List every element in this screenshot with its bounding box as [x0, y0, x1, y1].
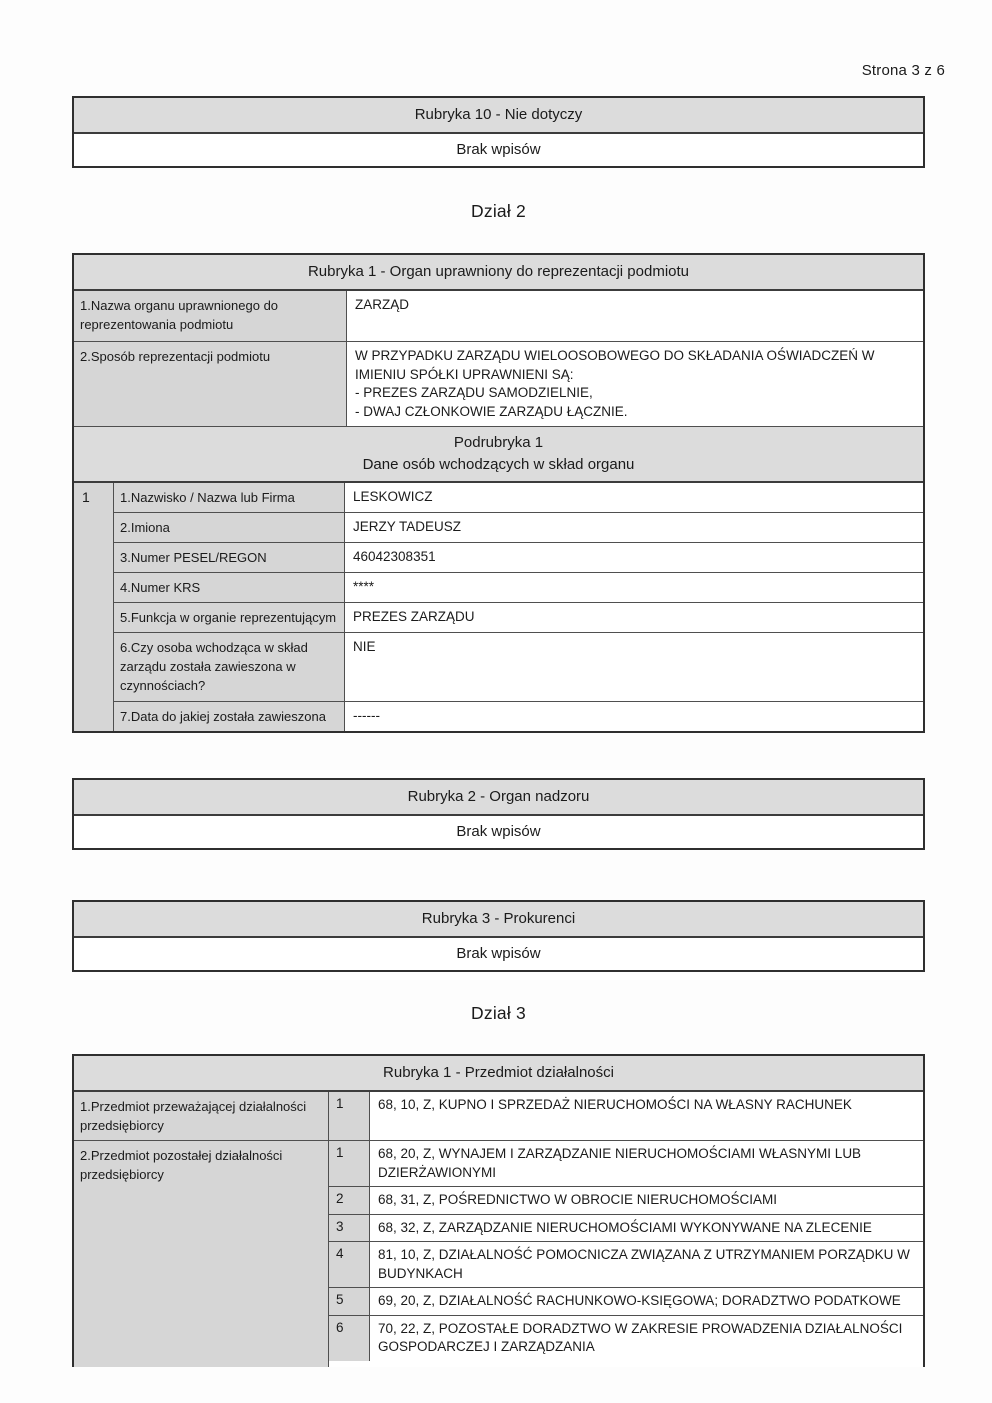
- rubryka3-title: Rubryka 3 - Prokurenci: [74, 902, 923, 938]
- podrubryka1-header: [74, 426, 923, 483]
- table-row: [114, 701, 923, 731]
- table-row: [114, 632, 923, 701]
- table-row: [74, 291, 923, 341]
- activity-value: 81, 10, Z, DZIAŁALNOŚĆ POMOCNICZA ZWIĄZANA Z UTRZYMANIEM PORZĄDKU W BUDYNKACH: [370, 1242, 923, 1287]
- dzial2-rubryka1-title: Rubryka 1 - Organ uprawniony do reprezentacji podmiotu: [74, 255, 923, 291]
- dzial2-heading: Dział 2: [471, 201, 526, 221]
- rubryka2-title: Rubryka 2 - Organ nadzoru: [74, 780, 923, 816]
- group-items: [329, 1092, 923, 1140]
- table-row: [114, 483, 923, 512]
- activity-index: 5: [329, 1288, 370, 1315]
- field-label: 4.Numer KRS: [114, 573, 345, 602]
- activity-row: [329, 1092, 923, 1140]
- field-value: NIE: [345, 633, 923, 701]
- table-row: [114, 602, 923, 632]
- page-number: Strona 3 z 6: [861, 62, 945, 79]
- table-row: [114, 512, 923, 542]
- activity-index: 2: [329, 1187, 370, 1214]
- podrubryka1-subtitle: Dane osób wchodzących w skład organu: [362, 456, 635, 473]
- field-label: 3.Numer PESEL/REGON: [114, 543, 345, 572]
- activity-row: [329, 1241, 923, 1287]
- rubryka3-body: Brak wpisów: [74, 938, 923, 970]
- activity-value: 68, 32, Z, ZARZĄDZANIE NIERUCHOMOŚCIAMI WYKONYWANE NA ZLECENIE: [370, 1215, 923, 1242]
- activity-index: 1: [329, 1092, 370, 1140]
- table-row: [114, 572, 923, 602]
- field-label: 6.Czy osoba wchodząca w skład zarządu została zawieszona w czynnościach?: [114, 633, 345, 701]
- activity-value: 69, 20, Z, DZIAŁALNOŚĆ RACHUNKOWO-KSIĘGOWA; DORADZTWO PODATKOWE: [370, 1288, 923, 1315]
- activity-row: [329, 1287, 923, 1315]
- field-value: W PRZYPADKU ZARZĄDU WIELOOSOBOWEGO DO SKŁADANIA OŚWIADCZEŃ W IMIENIU SPÓŁKI UPRAWNIENI SĄ: - PREZES ZARZĄDU SAMODZIELNIE, - DWAJ CZŁONKOWIE ZARZĄDU ŁĄCZNIE.: [347, 342, 923, 426]
- table-row: [74, 341, 923, 426]
- rubryka10-title: Rubryka 10 - Nie dotyczy: [74, 98, 923, 134]
- field-value: ZARZĄD: [347, 291, 923, 341]
- field-label: 2.Imiona: [114, 513, 345, 542]
- page-content: [72, 96, 925, 1367]
- field-label: 2.Sposób reprezentacji podmiotu: [74, 342, 347, 426]
- podrubryka1-title: Podrubryka 1: [453, 434, 544, 451]
- rubryka2-body: Brak wpisów: [74, 816, 923, 848]
- activity-index: 6: [329, 1316, 370, 1361]
- activity-group: [74, 1092, 923, 1140]
- field-label: 1.Nazwa organu uprawnionego do reprezentowania podmiotu: [74, 291, 347, 341]
- dzial3-rubryka1-title: Rubryka 1 - Przedmiot działalności: [74, 1056, 923, 1092]
- entry-fields: [114, 483, 923, 731]
- activity-index: 4: [329, 1242, 370, 1287]
- field-value: PREZES ZARZĄDU: [345, 603, 923, 632]
- dzial3-rubryka1-table: [72, 1054, 925, 1367]
- activity-value: 68, 31, Z, POŚREDNICTWO W OBROCIE NIERUCHOMOŚCIAMI: [370, 1187, 923, 1214]
- dzial2-rubryka1-table: [72, 253, 925, 733]
- rubryka10-table: [72, 96, 925, 168]
- rubryka3-table: [72, 900, 925, 972]
- field-label: 7.Data do jakiej została zawieszona: [114, 702, 345, 731]
- field-value: ****: [345, 573, 923, 602]
- group-label: 1.Przedmiot przeważającej działalności przedsiębiorcy: [74, 1092, 329, 1140]
- field-label: 1.Nazwisko / Nazwa lub Firma: [114, 483, 345, 512]
- rubryka2-table: [72, 778, 925, 850]
- activity-value: 68, 10, Z, KUPNO I SPRZEDAŻ NIERUCHOMOŚCI NA WŁASNY RACHUNEK: [370, 1092, 923, 1140]
- activity-group: [74, 1140, 923, 1361]
- field-value: ------: [345, 702, 923, 731]
- activity-row: [329, 1315, 923, 1361]
- rubryka10-body: Brak wpisów: [74, 134, 923, 166]
- activity-index: 1: [329, 1141, 370, 1186]
- entry-index: 1: [74, 483, 114, 731]
- podrubryka1-entry: [74, 483, 923, 731]
- field-label: 5.Funkcja w organie reprezentującym: [114, 603, 345, 632]
- field-value: LESKOWICZ: [345, 483, 923, 512]
- group-label: 2.Przedmiot pozostałej działalności przedsiębiorcy: [74, 1141, 329, 1361]
- page-cutoff-column-stub: [74, 1361, 329, 1367]
- activity-row: [329, 1214, 923, 1242]
- activity-row: [329, 1186, 923, 1214]
- dzial3-heading: Dział 3: [471, 1003, 526, 1023]
- activity-index: 3: [329, 1215, 370, 1242]
- group-items: [329, 1141, 923, 1361]
- field-value: 46042308351: [345, 543, 923, 572]
- field-value: JERZY TADEUSZ: [345, 513, 923, 542]
- activity-value: 68, 20, Z, WYNAJEM I ZARZĄDZANIE NIERUCHOMOŚCIAMI WŁASNYMI LUB DZIERŻAWIONYMI: [370, 1141, 923, 1186]
- activity-row: [329, 1141, 923, 1186]
- table-row: [114, 542, 923, 572]
- activity-value: 70, 22, Z, POZOSTAŁE DORADZTWO W ZAKRESIE PROWADZENIA DZIAŁALNOŚCI GOSPODARCZEJ I ZARZĄDZANIA: [370, 1316, 923, 1361]
